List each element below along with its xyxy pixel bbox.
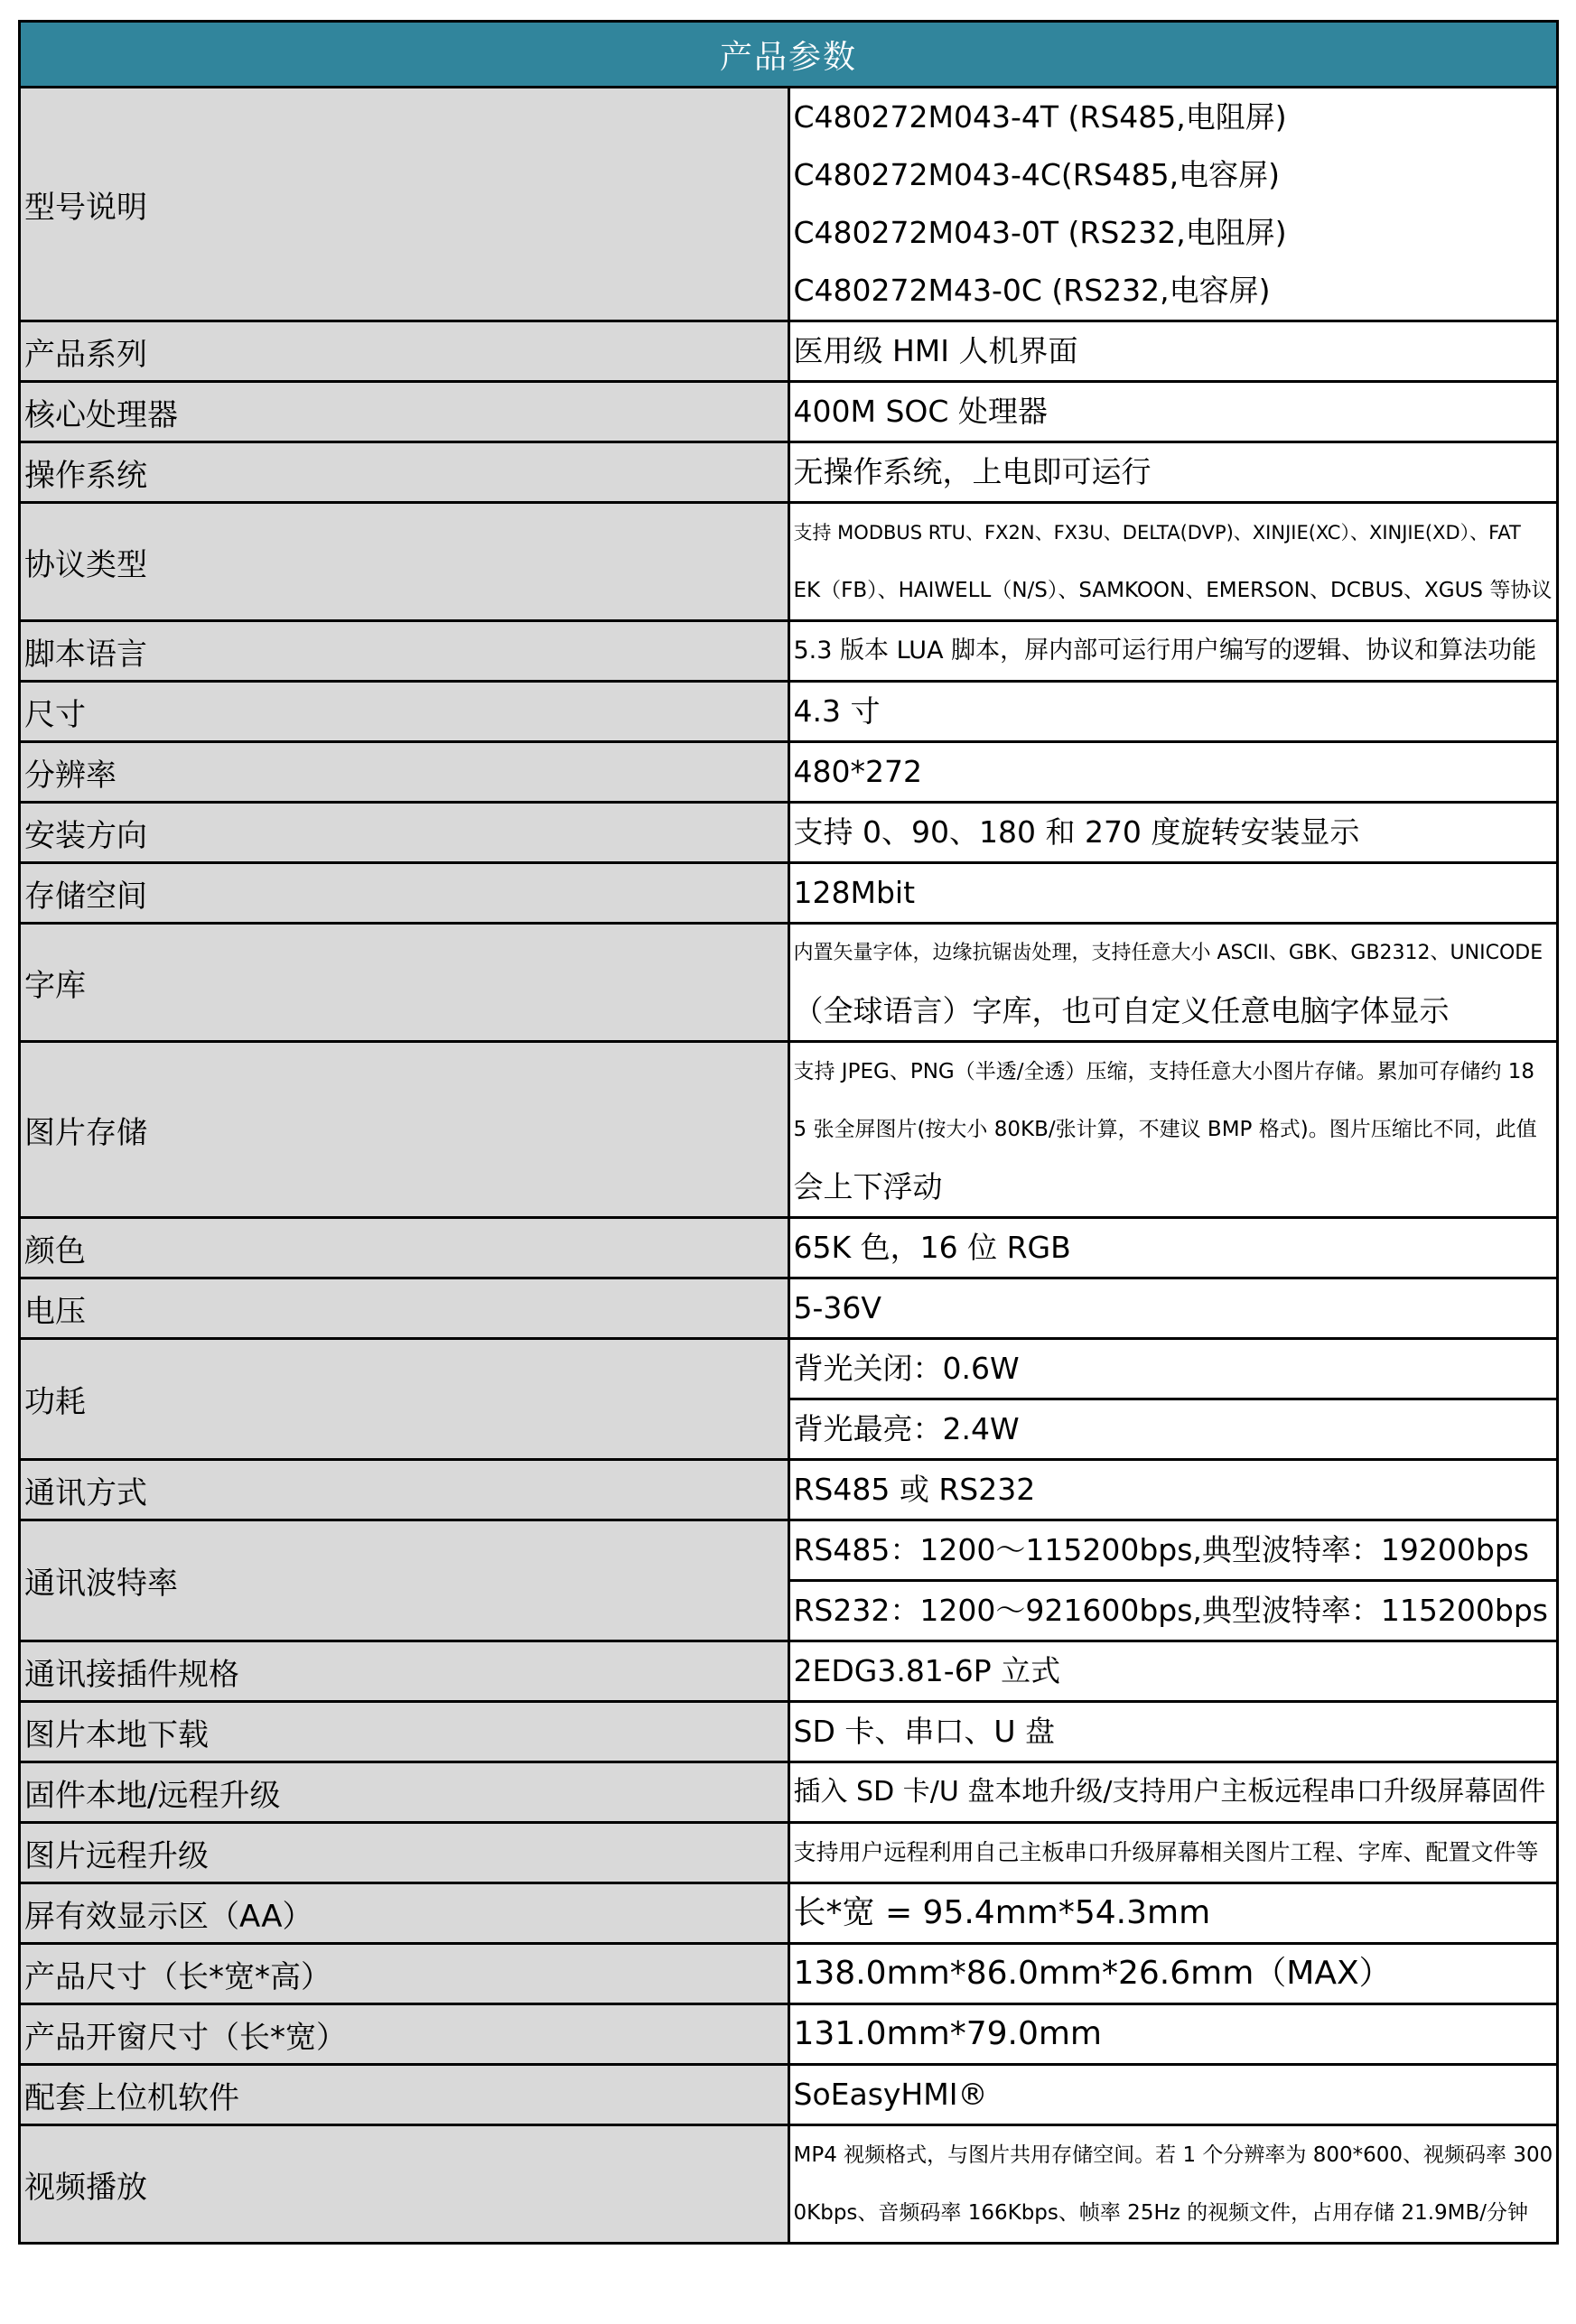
- row-label: 图片远程升级: [20, 1823, 789, 1883]
- row-label: 通讯波特率: [20, 1520, 789, 1641]
- row-value: [788, 1218, 1558, 1278]
- table-row: [20, 503, 1558, 621]
- row-value: [788, 1399, 1558, 1460]
- row-value: [788, 2004, 1558, 2065]
- row-label: 产品系列: [20, 321, 789, 382]
- row-value: [788, 1944, 1558, 2004]
- table-row: [20, 1460, 1558, 1520]
- table-row: [20, 1278, 1558, 1339]
- row-value: [788, 1762, 1558, 1823]
- value-line: 480*272: [793, 754, 922, 789]
- table-row: [20, 621, 1558, 682]
- product-spec-table: [18, 20, 1559, 2245]
- row-value: [788, 1520, 1558, 1581]
- table-row: [20, 1883, 1558, 1944]
- row-label: 图片本地下载: [20, 1702, 789, 1762]
- value-line: C480272M43-0C (RS232,电容屏): [793, 273, 1271, 308]
- row-label: 屏有效显示区（AA）: [20, 1883, 789, 1944]
- value-line: 支持 MODBUS RTU、FX2N、FX3U、DELTA(DVP)、XINJIE(XC）、XINJIE(XD）、FAT: [793, 522, 1521, 544]
- value-line: 65K 色，16 位 RGB: [793, 1230, 1071, 1265]
- value-line: 0Kbps、音频码率 166Kbps、帧率 25Hz 的视频文件，占用存储 21.9MB/分钟: [793, 2201, 1529, 2225]
- value-line: RS485：1200～115200bps,典型波特率：19200bps: [793, 1532, 1529, 1567]
- row-value: [788, 1339, 1558, 1399]
- table-row: [20, 2004, 1558, 2065]
- row-value: [788, 1883, 1558, 1944]
- value-line: SD 卡、串口、U 盘: [793, 1714, 1055, 1749]
- table-row: [20, 1762, 1558, 1823]
- row-label: 配套上位机软件: [20, 2065, 789, 2125]
- row-value: [788, 803, 1558, 863]
- row-value: [788, 503, 1558, 621]
- value-line: 2EDG3.81-6P 立式: [793, 1653, 1061, 1688]
- table-row: [20, 442, 1558, 503]
- value-line: 背光最亮：2.4W: [793, 1411, 1020, 1446]
- value-line: SoEasyHMI®: [793, 2077, 988, 2112]
- table-row: [20, 1823, 1558, 1883]
- value-line: 5.3 版本 LUA 脚本，屏内部可运行用户编写的逻辑、协议和算法功能: [793, 637, 1537, 665]
- value-line: C480272M043-0T (RS232,电阻屏): [793, 215, 1287, 250]
- row-value: [788, 88, 1558, 321]
- table-row: [20, 382, 1558, 442]
- table-row: [20, 1944, 1558, 2004]
- table-row: [20, 321, 1558, 382]
- row-value: [788, 621, 1558, 682]
- row-label: 型号说明: [20, 88, 789, 321]
- row-label: 字库: [20, 924, 789, 1042]
- value-line: C480272M043-4C(RS485,电容屏): [793, 157, 1281, 192]
- value-line: 支持用户远程利用自己主板串口升级屏幕相关图片工程、字库、配置文件等: [793, 1839, 1539, 1865]
- value-line: EK（FB）、HAIWELL（N/S）、SAMKOON、EMERSON、DCBUS、XGUS 等协议: [793, 579, 1553, 602]
- table-row: [20, 682, 1558, 742]
- row-label: 操作系统: [20, 442, 789, 503]
- row-label: 通讯方式: [20, 1460, 789, 1520]
- row-value: [788, 382, 1558, 442]
- table-row: [20, 1641, 1558, 1702]
- row-value: [788, 1278, 1558, 1339]
- table-row: [20, 2125, 1558, 2244]
- row-value: [788, 1641, 1558, 1702]
- value-line: 5-36V: [793, 1290, 881, 1325]
- row-value: [788, 742, 1558, 803]
- row-value: [788, 442, 1558, 503]
- table-header: 产品参数: [20, 22, 1558, 88]
- table-row: [20, 1218, 1558, 1278]
- row-label: 尺寸: [20, 682, 789, 742]
- row-label: 固件本地/远程升级: [20, 1762, 789, 1823]
- row-label: 产品开窗尺寸（长*宽）: [20, 2004, 789, 2065]
- value-line: （全球语言）字库，也可自定义任意电脑字体显示: [793, 993, 1450, 1028]
- row-value: [788, 863, 1558, 924]
- row-label: 视频播放: [20, 2125, 789, 2244]
- row-value: [788, 1460, 1558, 1520]
- value-line: 会上下浮动: [793, 1169, 943, 1204]
- value-line: 4.3 寸: [793, 693, 881, 729]
- row-label: 产品尺寸（长*宽*高）: [20, 1944, 789, 2004]
- table-row: [20, 1042, 1558, 1218]
- row-label: 颜色: [20, 1218, 789, 1278]
- value-line: C480272M043-4T (RS485,电阻屏): [793, 99, 1287, 135]
- row-label: 功耗: [20, 1339, 789, 1460]
- row-label: 存储空间: [20, 863, 789, 924]
- value-line: 5 张全屏图片(按大小 80KB/张计算，不建议 BMP 格式)。图片压缩比不同，此值: [793, 1118, 1537, 1141]
- spec-body: [20, 88, 1558, 2244]
- value-line: 医用级 HMI 人机界面: [793, 333, 1078, 368]
- value-line: 131.0mm*79.0mm: [793, 2015, 1102, 2052]
- value-line: 内置矢量字体，边缘抗锯齿处理，支持任意大小 ASCII、GBK、GB2312、UNICODE: [793, 942, 1543, 964]
- row-label: 协议类型: [20, 503, 789, 621]
- table-row: [20, 88, 1558, 321]
- value-line: 400M SOC 处理器: [793, 394, 1048, 429]
- row-label: 分辨率: [20, 742, 789, 803]
- row-value: [788, 321, 1558, 382]
- value-line: 背光关闭：0.6W: [793, 1351, 1020, 1386]
- row-value: [788, 2065, 1558, 2125]
- table-row: [20, 1339, 1558, 1399]
- row-label: 电压: [20, 1278, 789, 1339]
- row-value: [788, 2125, 1558, 2244]
- row-value: [788, 1581, 1558, 1641]
- row-value: [788, 682, 1558, 742]
- table-row: [20, 924, 1558, 1042]
- row-label: 图片存储: [20, 1042, 789, 1218]
- value-line: 138.0mm*86.0mm*26.6mm（MAX）: [793, 1955, 1392, 1992]
- row-label: 核心处理器: [20, 382, 789, 442]
- value-line: 插入 SD 卡/U 盘本地升级/支持用户主板远程串口升级屏幕固件: [793, 1776, 1546, 1808]
- row-value: [788, 1823, 1558, 1883]
- value-line: 128Mbit: [793, 875, 916, 910]
- table-row: [20, 1520, 1558, 1581]
- value-line: 长*宽 = 95.4mm*54.3mm: [793, 1894, 1211, 1931]
- row-label: 脚本语言: [20, 621, 789, 682]
- table-row: [20, 803, 1558, 863]
- value-line: 支持 0、90、180 和 270 度旋转安装显示: [793, 814, 1360, 850]
- row-label: 通讯接插件规格: [20, 1641, 789, 1702]
- table-row: [20, 1702, 1558, 1762]
- row-value: [788, 1042, 1558, 1218]
- value-line: 支持 JPEG、PNG（半透/全透）压缩，支持任意大小图片存储。累加可存储约 18: [793, 1060, 1535, 1083]
- row-value: [788, 1702, 1558, 1762]
- value-line: 无操作系统，上电即可运行: [793, 454, 1152, 489]
- value-line: MP4 视频格式，与图片共用存储空间。若 1 个分辨率为 800*600、视频码率 300: [793, 2143, 1553, 2167]
- table-row: [20, 863, 1558, 924]
- value-line: RS485 或 RS232: [793, 1472, 1036, 1507]
- value-line: RS232：1200～921600bps,典型波特率：115200bps: [793, 1593, 1548, 1628]
- table-row: [20, 2065, 1558, 2125]
- row-value: [788, 924, 1558, 1042]
- row-label: 安装方向: [20, 803, 789, 863]
- table-row: [20, 742, 1558, 803]
